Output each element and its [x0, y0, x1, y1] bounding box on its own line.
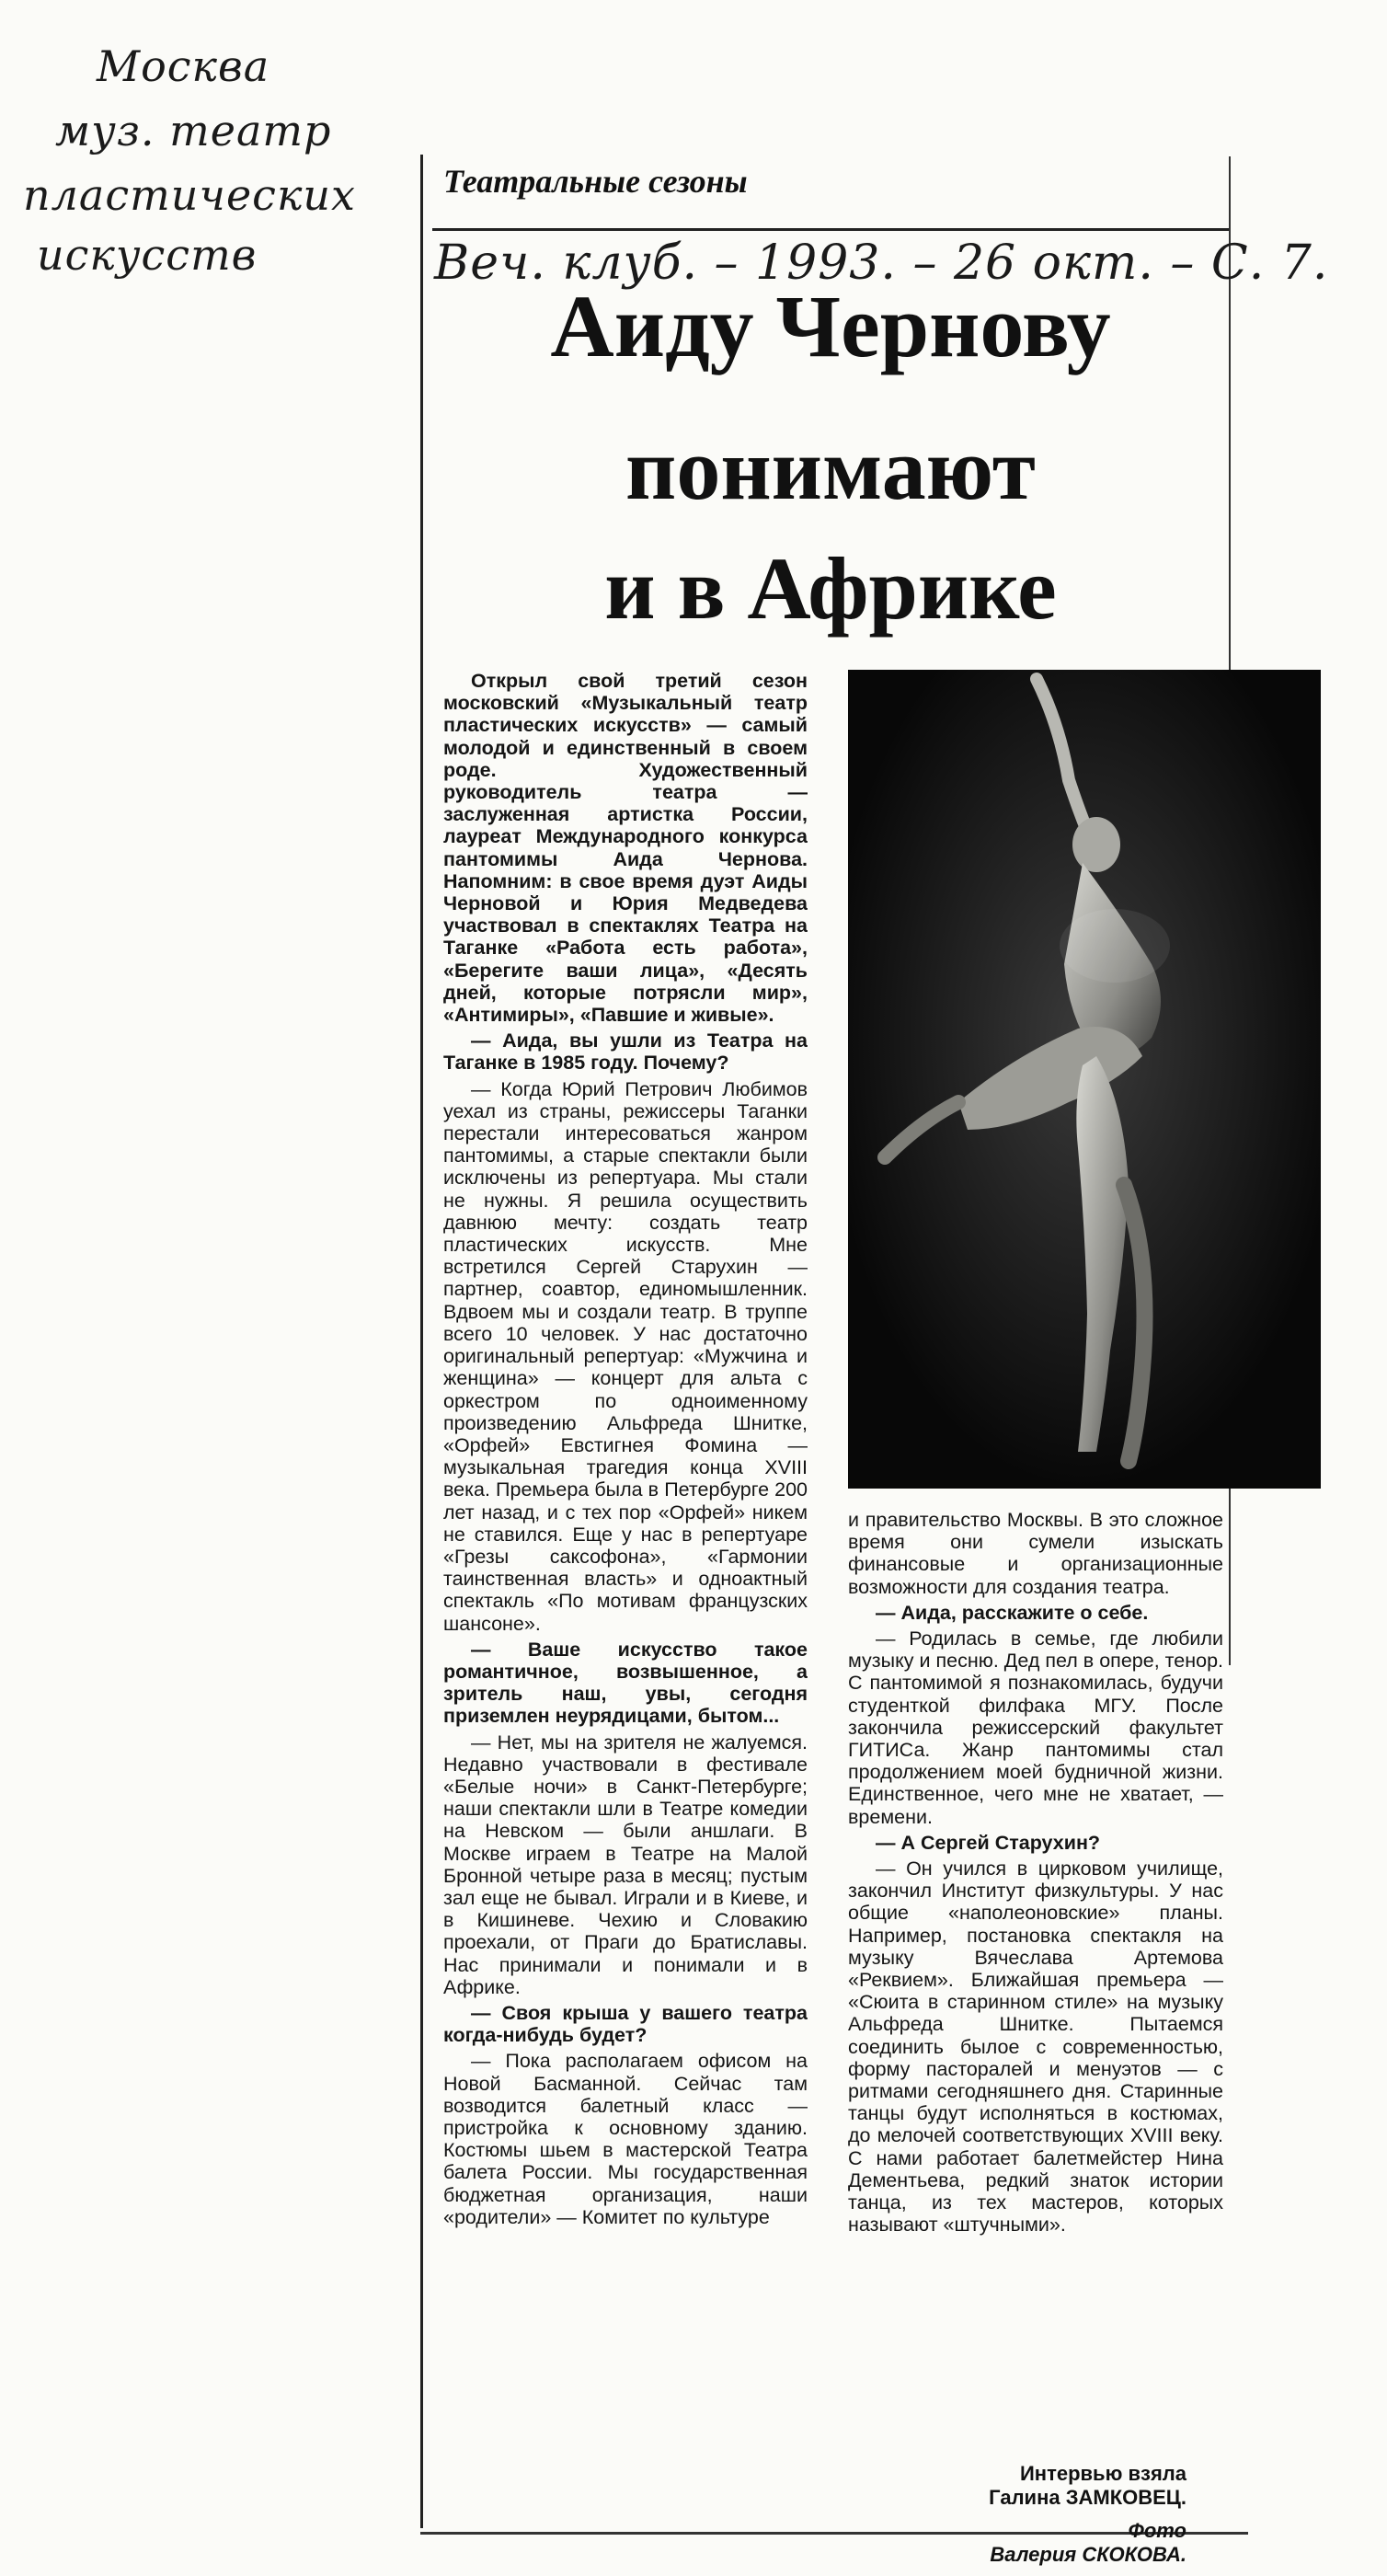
- article-column-left: [443, 670, 808, 2528]
- interview-answer: и правительство Москвы. В это сложное время они сумели изыскать финансовые и организационные возможности для создания театра.: [848, 1509, 1223, 1598]
- interview-answer: — Он учился в цирковом училище, закончил Институт физкультуры. У нас общие «наполеоновские» планы. Например, постановка спектакля на музыку Вячеслава Артемова «Реквием». Ближайшая премьера — «Сюита в старинном стиле» на музыку Альфреда Шнитке. Пытаемся соединить былое с современностью, форму пасторалей и менуэтов — с ритмами сегодняшнего дня. Старинные танцы будут исполняться в костюмах, до мелочей соответствующих XVIII веку. С нами работает балетмейстер Нина Дементьева, редкий знаток истории танца, из тех мастеров, которых называют «штучными».: [848, 1857, 1223, 2237]
- headline-line-2: понимают: [625, 420, 1036, 518]
- photo-credit: [920, 2519, 1186, 2567]
- handwritten-citation: Веч. клуб. – 1993. – 26 окт. – С. 7.: [434, 236, 1329, 291]
- interview-answer: — Пока располагаем офисом на Новой Басманной. Сейчас там возводится балетный класс — пристройка к основному зданию. Костюмы шьем в мастерской Театра балета России. Мы государственная бюджетная организация, наши «родители» — Комитет по культуре: [443, 2050, 808, 2228]
- interview-question: — Аида, расскажите о себе.: [876, 1601, 1149, 1624]
- interview-credit-line-2: Галина ЗАМКОВЕЦ.: [989, 2486, 1186, 2509]
- handwritten-note-line-3: пластических: [23, 170, 356, 220]
- interview-answer: — Нет, мы на зрителя не жалуемся. Недавно участвовали в фестивале «Белые ночи» в Санкт-Петербурге; наши спектакли шли в Театре комедии на Невском — были аншлаги. В Москве играем в Театре на Малой Бронной четыре раза в месяц; пустым зал еще не бывал. Играли и в Киеве, и в Кишиневе. Чехию и Словакию проехали, от Праги до Братиславы. Нас принимали и понимали и в Африке.: [443, 1731, 808, 1998]
- article-lead: Открыл свой третий сезон московский «Музыкальный театр пластических искусств» — самый молодой и единственный в своем роде. Художественный руководитель театра — заслуженная артистка России, лауреат Международного конкурса пантомимы Аида Чернова. Напомним: в свое время дуэт Аиды Черновой и Юрия Медведева участвовал в спектаклях Театра на Таганке «Работа есть работа», «Берегите ваши лица», «Десять дней, которые потрясли мир», «Антимиры», «Павшие и живые».: [443, 670, 808, 1027]
- interview-answer: — Родилась в семье, где любили музыку и песню. Дед пел в опере, тенор. С пантомимой я познакомилась, будучи студенткой филфака МГУ. После закончила режиссерский факультет ГИТИСа. Жанр пантомимы стал продолжением моей будничной жизни. Единственное, чего мне не хватает, — времени.: [848, 1627, 1223, 1828]
- interview-question: — Ваше искусство такое романтичное, возвышенное, а зритель наш, увы, сегодня приземлен неурядицами, бытом...: [443, 1638, 808, 1728]
- interview-answer: — Когда Юрий Петрович Любимов уехал из страны, режиссеры Таганки перестали интересоваться жанром пантомимы, а старые спектакли были исключены из репертуара. Мы стали не нужны. Я решила осуществить давнюю мечту: создать театр пластических искусств. Мне встретился Сергей Старухин — партнер, соавтор, единомышленник. Вдвоем мы и создали театр. В труппе всего 10 человек. У нас достаточно оригинальный репертуар: «Мужчина и женщина» — концерт для альта с оркестром по одноименному произведению Альфреда Шнитке, «Орфей» Евстигнея Фомина — музыкальная трагедия конца XVIII века. Премьера была в Петербурге 200 лет назад, и с тех пор «Орфей» никем не ставился. Еще у нас в репертуаре «Грезы саксофона», «Гармонии таинственная власть» и одноактный спектакль «По мотивам французских шансоне».: [443, 1077, 808, 1635]
- interview-question: — А Сергей Старухин?: [876, 1831, 1101, 1854]
- interview-credit: [920, 2462, 1186, 2510]
- dancers-photo: [848, 670, 1321, 1489]
- rubric-divider: [432, 228, 1229, 231]
- photo-credit-line-2: Валерия СКОКОВА.: [990, 2543, 1186, 2566]
- interview-question: — Своя крыша у вашего театра когда-нибудь будет?: [443, 2001, 808, 2047]
- rubric-title: Театральные сезоны: [443, 163, 748, 200]
- headline-line-3: и в Африке: [604, 539, 1057, 638]
- article-column-right: [848, 1509, 1223, 2447]
- handwritten-note-line-1: Москва: [97, 41, 270, 91]
- headline-line-1: Аиду Чернову: [550, 277, 1111, 375]
- handwritten-note-line-2: муз. театр: [55, 106, 332, 155]
- interview-question: — Аида, вы ушли из Театра на Таганке в 1985 году. Почему?: [443, 1029, 808, 1075]
- photo-credit-line-1: Фото: [1128, 2519, 1186, 2542]
- clipping-border-left: [420, 155, 423, 2528]
- interview-credit-line-1: Интервью взяла: [1019, 2462, 1186, 2485]
- dancers-photo-image: [848, 670, 1321, 1489]
- handwritten-note-line-4: искусств: [37, 230, 258, 280]
